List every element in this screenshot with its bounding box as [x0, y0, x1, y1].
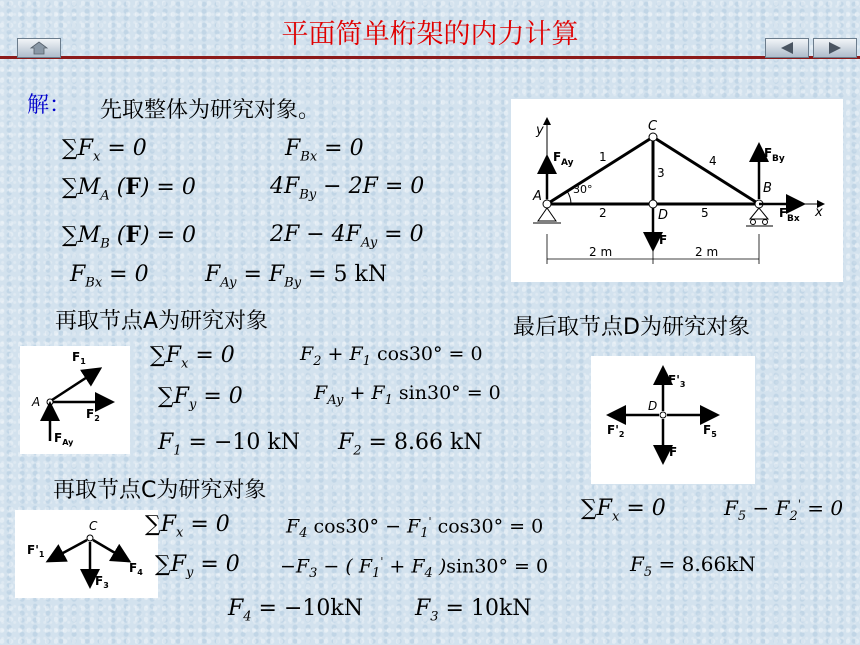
node-c-result-f4: $F_4 = -10kN$ [228, 596, 363, 625]
node-a-eq-sum-fy: $\sum F_y = 0$ [158, 384, 243, 413]
node-c-diagram [15, 510, 158, 598]
whole-eq-sum-fx: $\sum F_x = 0$ [62, 136, 147, 165]
node-d-eq-x: $F_5 - F_2' = 0$ [724, 496, 844, 524]
step4-text: 最后取节点D为研究对象 [513, 315, 750, 340]
svg-text:Bx: Bx [787, 214, 800, 224]
node-c-eq-x: $F_4$ $\cos 30^\circ - F_1'$ cos30° = 0 [286, 515, 544, 542]
node-c-f3-label: $F_3$ [95, 574, 109, 590]
node-d-result-f5: $F_5 = 8.66kN$ [630, 552, 756, 580]
member-5-label: 5 [701, 206, 709, 220]
triangle-right-icon [825, 41, 845, 55]
triangle-left-icon [777, 41, 797, 55]
member-3-label: 3 [657, 166, 665, 180]
node-a-eq-sum-fx: $\sum F_x = 0$ [150, 343, 235, 372]
step1-text: 先取整体为研究对象。 [100, 98, 321, 123]
whole-result-fay-fby: $F_{Ay} = F_{By} = 5$ kN [205, 262, 388, 291]
node-d-eq-sum-fx: $\sum F_x = 0$ [581, 496, 666, 525]
node-a-f2-label: $F_2$ [86, 407, 100, 423]
node-c-eq-sum-fy: $\sum F_y = 0$ [155, 552, 240, 581]
svg-text:By: By [772, 154, 785, 164]
node-a-label-small: A [32, 395, 41, 409]
node-c-eq-sum-fx: $\sum F_x = 0$ [145, 512, 230, 541]
prev-button[interactable] [765, 38, 809, 58]
node-a-f1-label: $F_1$ [72, 350, 86, 366]
force-fby-label: F [764, 146, 773, 160]
member-4-label: 4 [709, 154, 717, 168]
node-d-label-small: D [648, 399, 658, 413]
node-d-f5-label: $F_5$ [703, 423, 717, 439]
node-d-f3p-label: $F'_3$ [668, 373, 686, 389]
member-1-label: 1 [599, 150, 607, 164]
solution-label: 解： [27, 93, 72, 118]
node-c-label: C [648, 119, 658, 134]
dim-left-label: 2 m [589, 245, 613, 259]
home-icon [29, 41, 49, 55]
node-d-f2p-label: $F'_2$ [607, 423, 625, 439]
angle-label: 30° [573, 183, 593, 196]
node-c-f4-label: $F_4$ [129, 561, 143, 577]
member-2-label: 2 [599, 206, 607, 220]
node-a-eq-y: $F_{Ay} + F_1$ sin30° = 0 [314, 382, 501, 408]
node-c-label-small: C [89, 519, 98, 533]
node-b-label: B [763, 181, 772, 196]
truss-diagram [511, 99, 843, 282]
step3-text: 再取节点C为研究对象 [53, 478, 267, 503]
node-d-f-label: F [669, 445, 678, 459]
node-c-f1p-label: $F'_1$ [27, 543, 45, 559]
step2-text: 再取节点A为研究对象 [55, 309, 269, 334]
dim-right-label: 2 m [695, 245, 719, 259]
force-f-label: F [659, 233, 668, 247]
node-d-label: D [658, 208, 669, 223]
x-axis-label: x [815, 205, 823, 220]
node-a-result-f2: $F_2 = 8.66$ kN [338, 430, 483, 459]
force-fay-label: F [553, 150, 562, 164]
whole-eq-sum-mb: $\sum M_B$ (F) = 0 [62, 222, 196, 252]
whole-eq-moment-a: $4F_{By} - 2F = 0$ [270, 174, 425, 203]
force-fbx-label: F [779, 206, 788, 220]
next-button[interactable] [813, 38, 857, 58]
title-divider [0, 56, 860, 59]
node-d-diagram [591, 356, 755, 484]
node-c-result-f3: $F_3 = 10kN$ [415, 596, 532, 625]
node-a-result-f1: $F_1 = -10$ kN [158, 430, 300, 459]
node-a-eq-x: $F_2 + F_1$ cos30° = 0 [300, 343, 483, 369]
whole-result-fbx: $F_{Bx} = 0$ [70, 262, 149, 291]
y-axis-label: y [536, 123, 544, 138]
node-c-eq-y: $-F_3$ − ( $F_1' + F_4$ )sin30° = 0 [280, 555, 549, 582]
svg-text:Ay: Ay [561, 158, 574, 168]
node-a-label: A [533, 189, 542, 204]
whole-eq-sum-ma: $\sum M_A$ (F) = 0 [62, 174, 196, 204]
whole-eq-fbx: $F_{Bx} = 0$ [285, 136, 364, 165]
node-a-diagram [20, 346, 130, 454]
node-a-fay-label: $F_{Ay}$ [54, 431, 74, 447]
whole-eq-moment-b: $2F - 4F_{Ay} = 0$ [270, 222, 424, 251]
slide-title: 平面简单桁架的内力计算 [281, 19, 579, 50]
home-button[interactable] [17, 38, 61, 58]
